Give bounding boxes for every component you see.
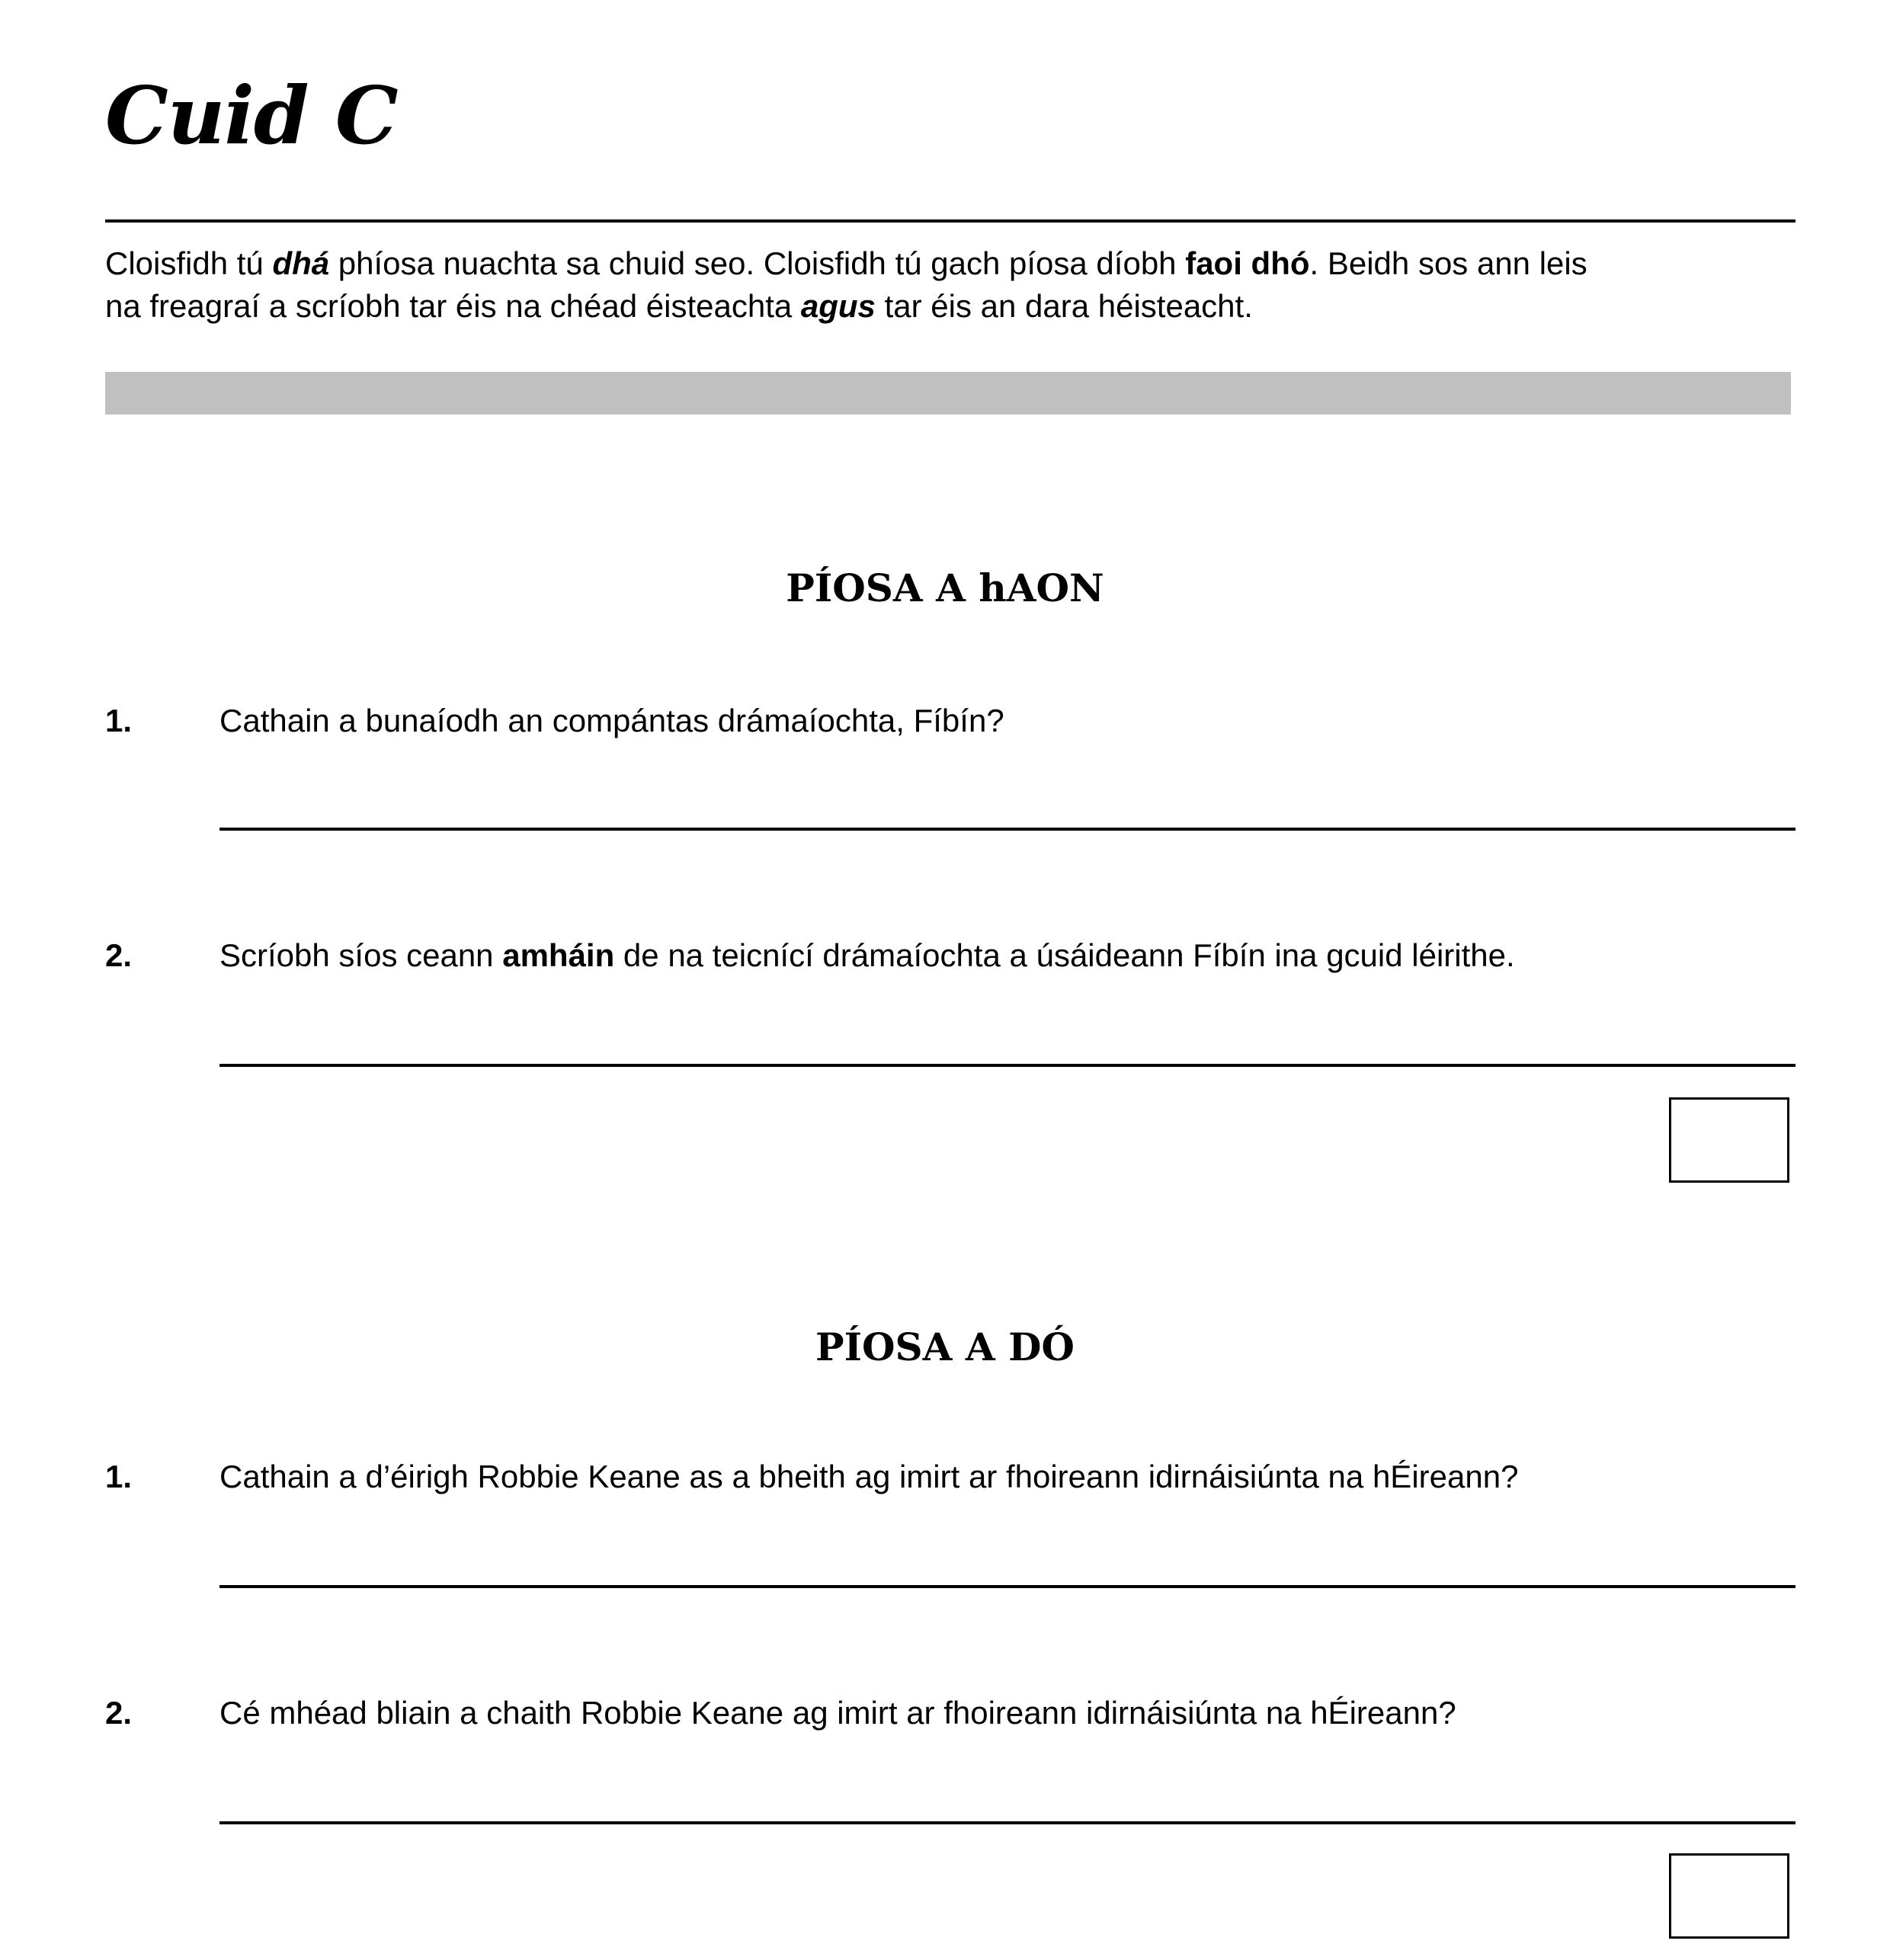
instructions-text: tar éis an dara héisteacht. <box>875 288 1253 324</box>
instructions-text: Cloisfidh tú <box>105 245 273 281</box>
question-number: 1. <box>105 1459 133 1494</box>
instructions-emphasis-dha: dhá <box>272 245 330 281</box>
page-title: Cuid C <box>105 69 398 162</box>
instructions-line-1 <box>105 242 1796 285</box>
marks-box[interactable] <box>1669 1853 1789 1939</box>
title-divider <box>105 219 1796 223</box>
answer-line[interactable] <box>219 1821 1796 1824</box>
answer-line[interactable] <box>219 1585 1796 1588</box>
question-text-part: Scríobh síos ceann <box>219 937 503 973</box>
grey-separator-bar <box>105 372 1791 415</box>
question-number: 1. <box>105 703 133 738</box>
instructions-emphasis-agus: agus <box>800 288 876 324</box>
instructions <box>105 242 1796 328</box>
instructions-text: . Beidh sos ann leis <box>1309 245 1587 281</box>
section-heading-piosa-a-do: PÍOSA A DÓ <box>815 1324 1075 1369</box>
marks-box[interactable] <box>1669 1097 1789 1183</box>
question-text: Cé mhéad bliain a chaith Robbie Keane ag imirt ar fhoireann idirnáisiúnta na hÉireann? <box>219 1695 1456 1731</box>
question-emphasis: amháin <box>502 937 615 973</box>
question-text <box>219 934 1515 977</box>
instructions-emphasis-faoi-dho: faoi dhó <box>1185 245 1310 281</box>
question-text-part: de na teicnící drámaíochta a úsáideann Fíbín ina gcuid léirithe. <box>614 937 1515 973</box>
question-number: 2. <box>105 937 133 973</box>
instructions-text: phíosa nuachta sa chuid seo. Cloisfidh tú gach píosa díobh <box>329 245 1186 281</box>
instructions-line-2 <box>105 285 1796 328</box>
question-text: Cathain a bunaíodh an compántas drámaíochta, Fíbín? <box>219 703 1004 738</box>
answer-line[interactable] <box>219 828 1796 831</box>
section-heading-piosa-a-haon: PÍOSA A hAON <box>786 565 1104 610</box>
question-number: 2. <box>105 1695 133 1731</box>
answer-line[interactable] <box>219 1064 1796 1067</box>
question-text: Cathain a d’éirigh Robbie Keane as a bheith ag imirt ar fhoireann idirnáisiúnta na hÉireann? <box>219 1459 1519 1494</box>
instructions-text: na freagraí a scríobh tar éis na chéad éisteachta <box>105 288 801 324</box>
